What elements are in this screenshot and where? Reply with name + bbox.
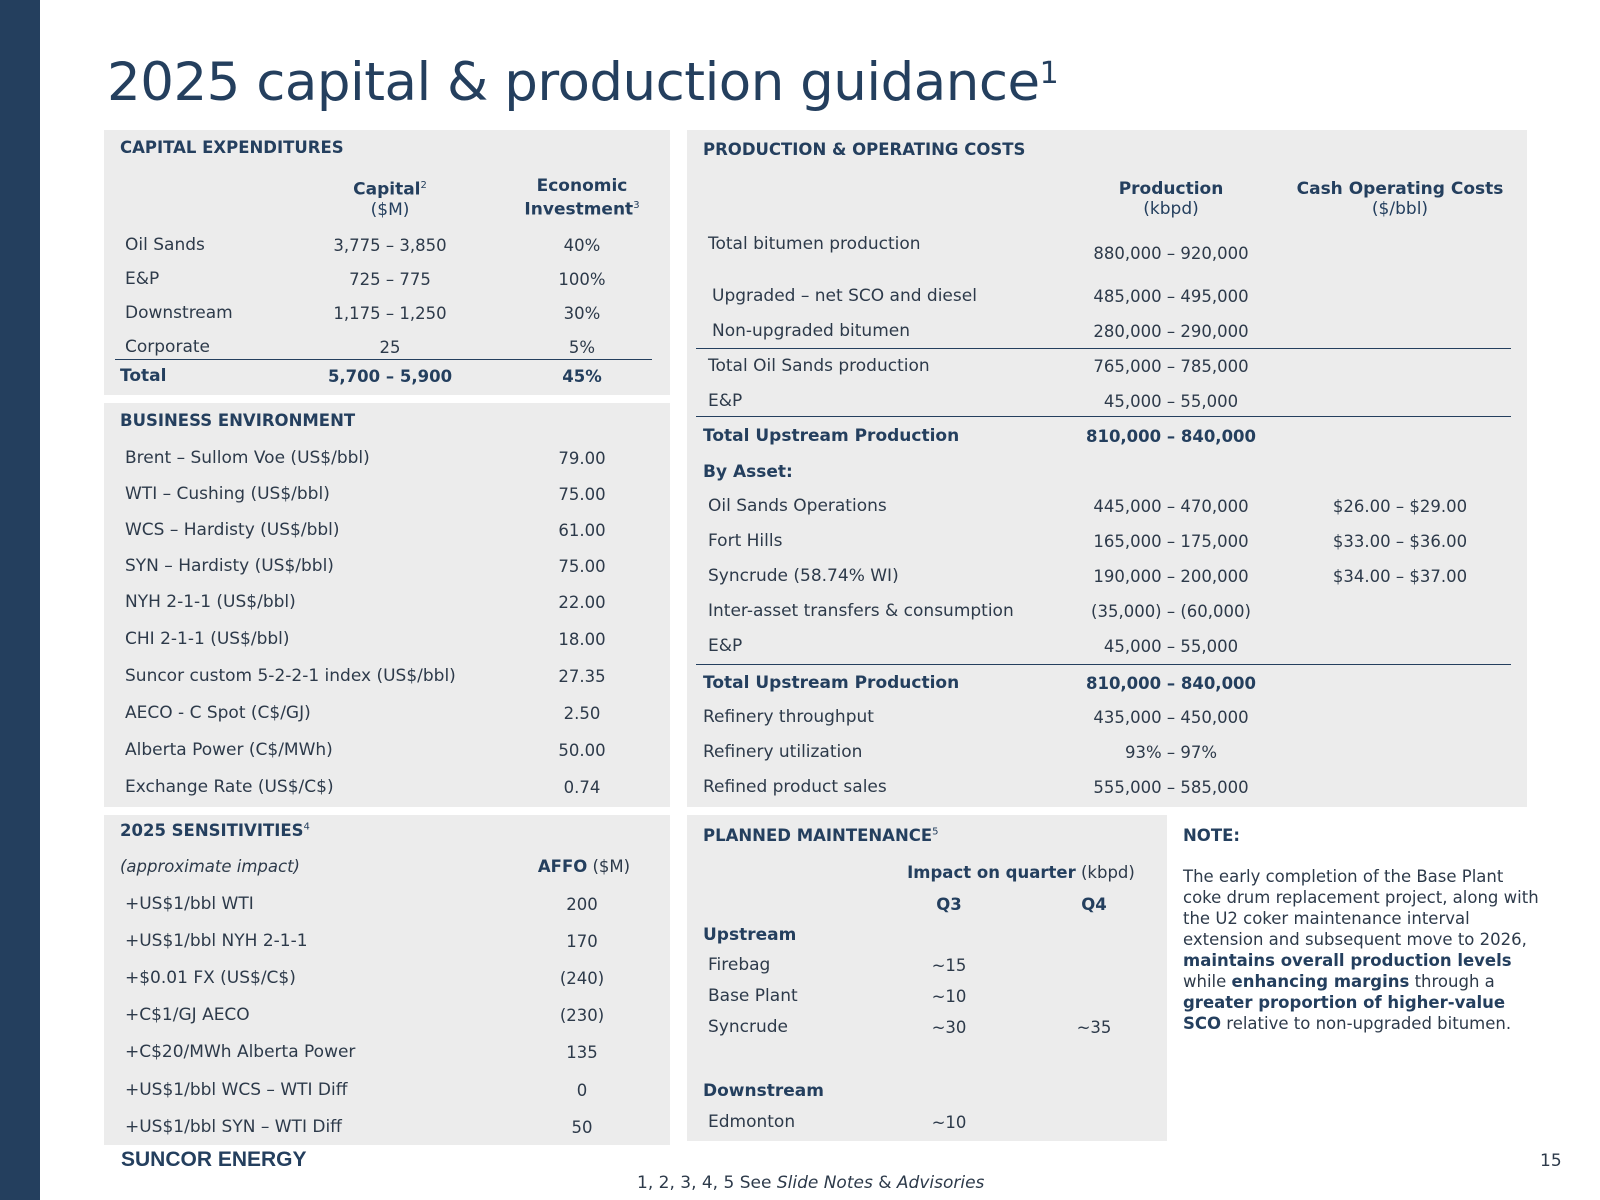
sensitivity-row-label: +US$1/bbl WCS – WTI Diff: [125, 1080, 348, 1100]
maintenance-row-q3: ~30: [931, 1018, 967, 1037]
asset-row-label: Inter-asset transfers & consumption: [708, 601, 1014, 621]
sensitivity-row-value: (240): [559, 969, 605, 988]
business-row-label: AECO - C Spot (C$/GJ): [125, 703, 311, 723]
capex-row-label: Oil Sands: [125, 235, 205, 255]
upgraded-label: Upgraded – net SCO and diesel: [712, 286, 977, 306]
asset-row-prod: 165,000 – 175,000: [1093, 532, 1249, 551]
capex-total-econ: 45%: [562, 367, 602, 386]
refinery-row-prod: 435,000 – 450,000: [1093, 708, 1249, 727]
maintenance-row-q3: ~10: [931, 987, 967, 1006]
sensitivity-row-value: 200: [566, 895, 598, 914]
asset-row-prod: (35,000) – (60,000): [1091, 602, 1251, 621]
maintenance-row-label: Base Plant: [708, 986, 798, 1006]
maintenance-downstream-label: Downstream: [703, 1081, 824, 1101]
sensitivity-row-value: 135: [566, 1043, 598, 1062]
note-label: NOTE:: [1183, 826, 1240, 845]
asset-row-label: E&P: [708, 636, 743, 656]
note-text: The early completion of the Base Plant coke drum replacement project, along with the U2 coker maintenance interval extension and subsequent move to 2026, maintains overall production levels while enhancing margins through a greater proportion of higher-value SCO relative to non-upgraded bitumen.: [1183, 867, 1539, 1033]
capex-row-capital: 3,775 – 3,850: [333, 236, 447, 255]
refinery-row-label: Refined product sales: [703, 777, 887, 797]
sensitivity-row-label: +$0.01 FX (US$/C$): [125, 968, 296, 988]
business-row-value: 79.00: [558, 449, 606, 468]
brand-wordmark: SUNCOR ENERGY: [121, 1148, 307, 1171]
refinery-row-prod: 93% – 97%: [1124, 743, 1218, 762]
maintenance-row-q4: ~35: [1076, 1018, 1112, 1037]
maintenance-col-q4: Q4: [1081, 895, 1107, 914]
refinery-row-label: Refinery throughput: [703, 707, 874, 727]
maintenance-upstream-label: Upstream: [703, 925, 797, 945]
footnote: 1, 2, 3, 4, 5 See Slide Notes & Advisories: [637, 1173, 985, 1193]
by-asset-label: By Asset:: [703, 462, 793, 482]
business-row-label: CHI 2-1-1 (US$/bbl): [125, 629, 290, 649]
business-row-value: 22.00: [558, 593, 606, 612]
maintenance-col-q3: Q3: [936, 895, 962, 914]
business-row-label: NYH 2-1-1 (US$/bbl): [125, 592, 296, 612]
sensitivity-row-label: +US$1/bbl NYH 2-1-1: [125, 931, 308, 951]
maintenance-row-q3: ~10: [931, 1113, 967, 1132]
asset-row-prod: 445,000 – 470,000: [1093, 497, 1249, 516]
page-title: 2025 capital & production guidance$^1$: [107, 52, 1059, 113]
business-row-value: 2.50: [563, 704, 601, 723]
capex-row-label: E&P: [125, 269, 160, 289]
asset-row-cost: $33.00 – $36.00: [1332, 532, 1468, 551]
capex-row-label: Corporate: [125, 337, 210, 357]
production-col-costs: Cash Operating Costs ($/bbl): [1296, 179, 1504, 219]
sensitivities-col-affo: AFFO ($M): [537, 857, 631, 876]
business-row-label: Alberta Power (C$/MWh): [125, 740, 333, 760]
refinery-row-label: Refinery utilization: [703, 742, 863, 762]
sensitivity-row-value: 0: [576, 1081, 588, 1100]
business-row-label: Suncor custom 5-2-2-1 index (US$/bbl): [125, 666, 456, 686]
total-upstream-prod-1: 810,000 – 840,000: [1085, 427, 1257, 446]
business-row-label: Brent – Sullom Voe (US$/bbl): [125, 448, 370, 468]
nonupgraded-label: Non-upgraded bitumen: [712, 321, 910, 341]
business-row-value: 0.74: [563, 778, 601, 797]
maintenance-row-label: Syncrude: [708, 1017, 788, 1037]
business-row-label: WTI – Cushing (US$/bbl): [125, 484, 330, 504]
capex-total-rule: [115, 359, 652, 360]
sensitivity-row-value: (230): [559, 1006, 605, 1025]
refinery-row-prod: 555,000 – 585,000: [1093, 778, 1249, 797]
capex-header: CAPITAL EXPENDITURES: [120, 138, 344, 157]
total-upstream-label-1: Total Upstream Production: [703, 426, 960, 446]
sensitivity-row-label: +C$20/MWh Alberta Power: [125, 1042, 356, 1062]
sensitivities-subtitle: (approximate impact): [120, 857, 300, 876]
nonupgraded-prod: 280,000 – 290,000: [1093, 322, 1249, 341]
total-bitumen-label: Total bitumen production: [708, 234, 921, 254]
maintenance-header: PLANNED MAINTENANCE$^5$: [703, 826, 939, 845]
production-panel: [687, 130, 1527, 807]
sensitivity-row-label: +US$1/bbl WTI: [125, 894, 254, 914]
maintenance-row-label: Firebag: [708, 955, 771, 975]
sensitivities-header: 2025 SENSITIVITIES$^4$: [120, 821, 310, 840]
total-oilsands-prod: 765,000 – 785,000: [1093, 357, 1249, 376]
capex-total-capital: 5,700 – 5,900: [327, 367, 453, 386]
maintenance-impact-header: Impact on quarter (kbpd): [907, 863, 1135, 882]
asset-row-cost: $34.00 – $37.00: [1332, 567, 1468, 586]
capex-row-capital: 725 – 775: [349, 270, 431, 289]
asset-row-prod: 190,000 – 200,000: [1093, 567, 1249, 586]
upgraded-prod: 485,000 – 495,000: [1093, 287, 1249, 306]
sensitivity-row-label: +US$1/bbl SYN – WTI Diff: [125, 1117, 342, 1137]
left-accent-bar: [0, 0, 40, 1200]
capex-row-capital: 25: [379, 338, 401, 357]
production-header: PRODUCTION & OPERATING COSTS: [703, 140, 1026, 159]
business-row-label: SYN – Hardisty (US$/bbl): [125, 556, 334, 576]
capex-row-capital: 1,175 – 1,250: [333, 304, 447, 323]
oilsands-rule: [696, 348, 1511, 349]
ep-prod: 45,000 – 55,000: [1103, 392, 1239, 411]
total-upstream-label-2: Total Upstream Production: [703, 673, 960, 693]
capex-col-capital: Capital$^2$ ($M): [353, 179, 427, 220]
production-col-production: Production (kbpd): [1118, 179, 1224, 219]
asset-row-cost: $26.00 – $29.00: [1332, 497, 1468, 516]
business-row-value: 75.00: [558, 485, 606, 504]
business-row-value: 61.00: [558, 521, 606, 540]
total-upstream-prod-2: 810,000 – 840,000: [1085, 674, 1257, 693]
total-bitumen-prod: 880,000 – 920,000: [1093, 244, 1249, 263]
capex-row-econ: 30%: [563, 304, 601, 323]
asset-row-label: Fort Hills: [708, 531, 783, 551]
maintenance-row-label: Edmonton: [708, 1112, 796, 1132]
business-row-value: 27.35: [558, 667, 606, 686]
upstream-rule-1: [696, 416, 1511, 417]
asset-row-label: Oil Sands Operations: [708, 496, 887, 516]
title-footnote-ref: 1: [1039, 56, 1059, 91]
capex-row-econ: 40%: [563, 236, 601, 255]
sensitivity-row-value: 50: [571, 1118, 593, 1137]
business-row-label: WCS – Hardisty (US$/bbl): [125, 520, 340, 540]
business-row-label: Exchange Rate (US$/C$): [125, 777, 334, 797]
sensitivity-row-value: 170: [566, 932, 598, 951]
upstream-rule-2: [696, 664, 1511, 665]
business-row-value: 75.00: [558, 557, 606, 576]
asset-row-label: Syncrude (58.74% WI): [708, 566, 899, 586]
business-header: BUSINESS ENVIRONMENT: [120, 411, 356, 430]
business-row-value: 50.00: [558, 741, 606, 760]
capex-col-econ: Economic Investment$^3$: [524, 176, 640, 220]
asset-row-prod: 45,000 – 55,000: [1103, 637, 1239, 656]
maintenance-row-q3: ~15: [931, 956, 967, 975]
total-oilsands-label: Total Oil Sands production: [708, 356, 930, 376]
capex-row-econ: 5%: [568, 338, 596, 357]
capex-row-econ: 100%: [558, 270, 606, 289]
sensitivity-row-label: +C$1/GJ AECO: [125, 1005, 250, 1025]
business-row-value: 18.00: [558, 630, 606, 649]
page-number: 15: [1540, 1151, 1562, 1171]
capex-row-label: Downstream: [125, 303, 233, 323]
ep-label: E&P: [708, 391, 743, 411]
capex-total-label: Total: [120, 366, 167, 386]
